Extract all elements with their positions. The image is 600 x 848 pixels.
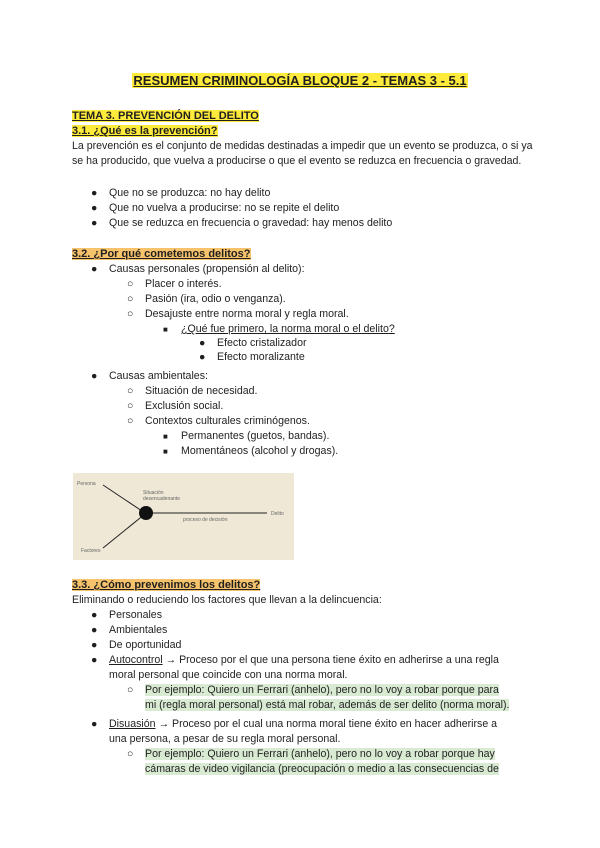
line-factores [103, 514, 145, 548]
diagram-label: Persona [77, 481, 96, 487]
bullet-icon: ● [91, 370, 98, 382]
autocontrol-line1: Autocontrol → Proceso por el que una persona tiene éxito en adherirse a una regla [109, 654, 499, 666]
list-item: Causas personales (propensión al delito): [109, 263, 305, 275]
list-item: Efecto cristalizador [217, 337, 307, 349]
bullet-icon: ● [91, 609, 98, 621]
bullet-icon: ● [91, 202, 98, 214]
list-item: De oportunidad [109, 639, 182, 651]
circle-bullet-icon: ○ [127, 385, 134, 397]
list-item: ¿Qué fue primero, la norma moral o el delito? [181, 323, 395, 335]
disuasion-example-line2: cámaras de video vigilancia (preocupación o medio a las consecuencias de [145, 763, 499, 775]
diagram-label: Delito [271, 511, 284, 517]
list-item: Que no se produzca: no hay delito [109, 187, 271, 199]
circle-bullet-icon: ○ [127, 684, 134, 696]
bullet-icon: ● [199, 337, 206, 349]
list-item: Situación de necesidad. [145, 385, 258, 397]
diagram-label: Situación [143, 490, 164, 496]
s33-intro: Eliminando o reduciendo los factores que llevan a la delincuencia: [72, 594, 382, 606]
list-item: Desajuste entre norma moral y regla moral. [145, 308, 349, 320]
diagram-label: proceso de decisión [183, 517, 228, 523]
bullet-icon: ● [91, 217, 98, 229]
tema3-heading: TEMA 3. PREVENCIÓN DEL DELITO [72, 110, 259, 122]
list-item: Efecto moralizante [217, 351, 305, 363]
list-item: Causas ambientales: [109, 370, 208, 382]
circle-bullet-icon: ○ [127, 415, 134, 427]
circle-bullet-icon: ○ [127, 278, 134, 290]
list-item: Contextos culturales criminógenos. [145, 415, 310, 427]
decision-node [139, 506, 153, 520]
bullet-icon: ● [91, 639, 98, 651]
disuasion-example-line1: Por ejemplo: Quiero un Ferrari (anhelo), pero no lo voy a robar porque hay [145, 748, 495, 760]
list-item: Placer o interés. [145, 278, 222, 290]
bullet-icon: ● [91, 654, 98, 666]
bullet-icon: ● [91, 624, 98, 636]
list-item: Ambientales [109, 624, 168, 636]
bullet-icon: ● [91, 718, 98, 730]
bullet-icon: ● [91, 187, 98, 199]
list-item: Que no vuelva a producirse: no se repite el delito [109, 202, 340, 214]
circle-bullet-icon: ○ [127, 308, 134, 320]
list-item: Exclusión social. [145, 400, 224, 412]
square-bullet-icon: ■ [163, 432, 168, 441]
autocontrol-line2: moral personal que coincide con una norma moral. [109, 669, 348, 681]
s33-heading: 3.3. ¿Cómo prevenimos los delitos? [72, 579, 261, 591]
s31-paragraph: La prevención es el conjunto de medidas destinadas a impedir que un evento se produzca, o si ya se ha producido, que vuelva a producirse o que el evento se reduzca en frecuencia o gravedad. [72, 140, 533, 167]
bullet-icon: ● [199, 351, 206, 363]
disuasion-line1: Disuasión → Proceso por el cual una norma moral tiene éxito en hacer adherirse a [109, 718, 498, 730]
list-item: Momentáneos (alcohol y drogas). [181, 445, 339, 457]
diagram-label: Factores [81, 548, 101, 554]
circle-bullet-icon: ○ [127, 400, 134, 412]
disuasion-line2: una persona, a pesar de su regla moral personal. [109, 733, 341, 745]
s31-heading: 3.1. ¿Qué es la prevención? [72, 125, 218, 137]
circle-bullet-icon: ○ [127, 748, 134, 760]
s32-heading: 3.2. ¿Por qué cometemos delitos? [72, 248, 251, 260]
list-item: Que se reduzca en frecuencia o gravedad: hay menos delito [109, 217, 393, 229]
diagram-label: desencadenante [143, 496, 180, 502]
line-persona [103, 485, 145, 513]
decision-diagram [73, 473, 294, 560]
square-bullet-icon: ■ [163, 447, 168, 456]
list-item: Permanentes (guetos, bandas). [181, 430, 330, 442]
circle-bullet-icon: ○ [127, 293, 134, 305]
list-item: Personales [109, 609, 162, 621]
square-bullet-icon: ■ [163, 325, 168, 334]
document-title: RESUMEN CRIMINOLOGÍA BLOQUE 2 - TEMAS 3 - 5.1 [133, 73, 467, 88]
list-item: Pasión (ira, odio o venganza). [145, 293, 286, 305]
bullet-icon: ● [91, 263, 98, 275]
autocontrol-example-line2: mi (regla moral personal) está mal robar, además de ser delito (norma moral). [145, 699, 510, 711]
autocontrol-example-line1: Por ejemplo: Quiero un Ferrari (anhelo), pero no lo voy a robar porque para [145, 684, 499, 696]
